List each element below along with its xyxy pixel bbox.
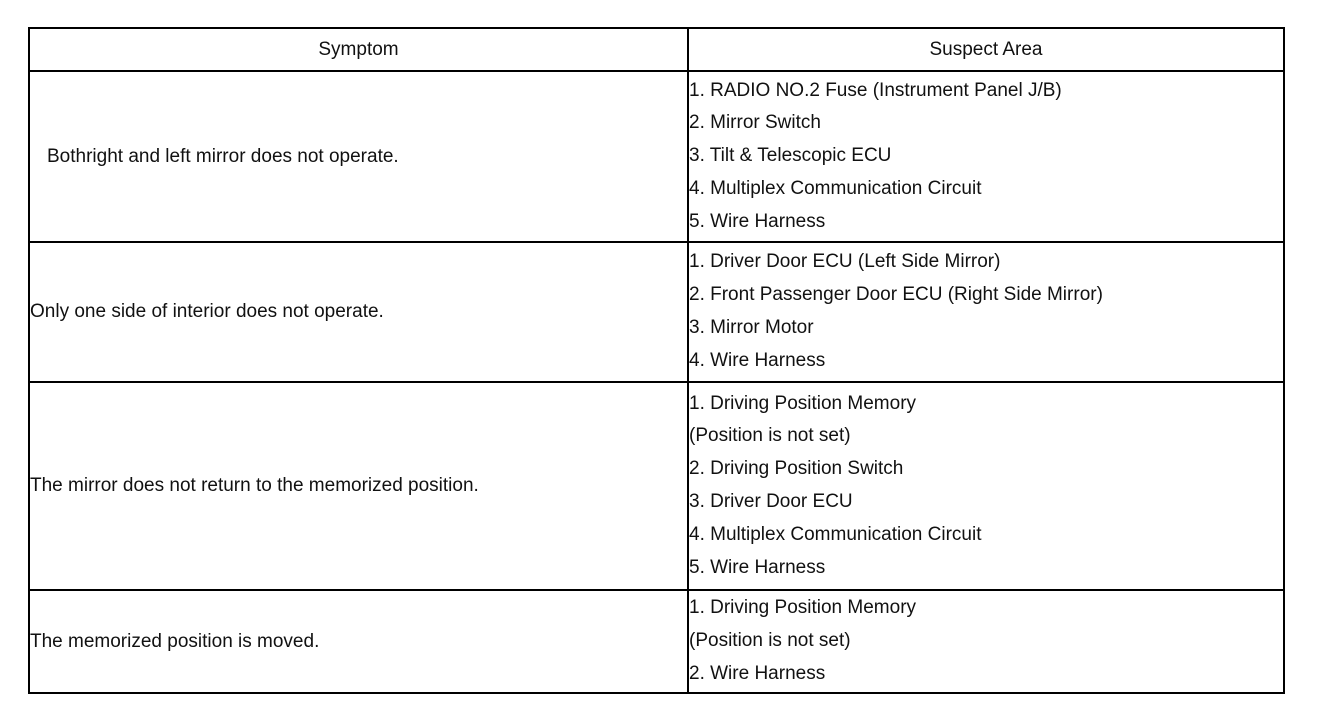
suspect-area-cell [688,382,1284,590]
table-body [29,71,1284,693]
suspect-area-item: 3. Tilt & Telescopic ECU [689,145,892,167]
suspect-area-item: 3. Mirror Motor [689,317,814,338]
table-row [29,242,1284,382]
table-row [29,590,1284,693]
symptom-cell: Only one side of interior does not operate. [29,242,688,382]
suspect-area-item: 1. Driving Position Memory [689,597,917,619]
suspect-area-list [689,75,1283,239]
suspect-area-item: 4. Multiplex Communication Circuit [689,523,982,545]
suspect-area-item: (Position is not set) [689,630,851,652]
suspect-area-item: 1. Driver Door ECU (Left Side Mirror) [689,251,1001,273]
suspect-area-item: 2. Mirror Switch [689,112,821,134]
suspect-area-item: 5. Wire Harness [689,556,826,578]
symptom-cell: The mirror does not return to the memorized position. [29,382,688,590]
suspect-area-list [689,388,1283,585]
suspect-area-item: 2. Wire Harness [689,662,826,684]
symptom-cell: The memorized position is moved. [29,590,688,693]
problem-symptoms-table [28,27,1285,694]
suspect-area-item: 4. Wire Harness [689,349,826,371]
suspect-area-cell [688,242,1284,382]
suspect-area-item: (Position is not set) [689,425,851,447]
suspect-area-item: 2. Front Passenger Door ECU (Right Side Mirror) [689,284,1103,306]
suspect-area-item: 5. Wire Harness [689,210,826,232]
suspect-area-cell [688,71,1284,242]
suspect-area-item: 2. Driving Position Switch [689,458,904,480]
symptom-cell: Bothright and left mirror does not operate. [29,71,688,242]
suspect-area-item: 4. Multiplex Communication Circuit [689,177,982,199]
suspect-area-column-header: Suspect Area [688,28,1284,71]
suspect-area-item: 1. RADIO NO.2 Fuse (Instrument Panel J/B) [689,79,1062,101]
header-row [29,28,1284,71]
suspect-area-list [689,246,1283,377]
suspect-area-cell [688,590,1284,693]
suspect-area-list [689,592,1283,690]
suspect-area-item: 1. Driving Position Memory [689,392,917,414]
table-row [29,71,1284,242]
table-header [29,28,1284,71]
table-row [29,382,1284,590]
suspect-area-item: 3. Driver Door ECU [689,491,853,512]
symptom-column-header: Symptom [29,28,688,71]
